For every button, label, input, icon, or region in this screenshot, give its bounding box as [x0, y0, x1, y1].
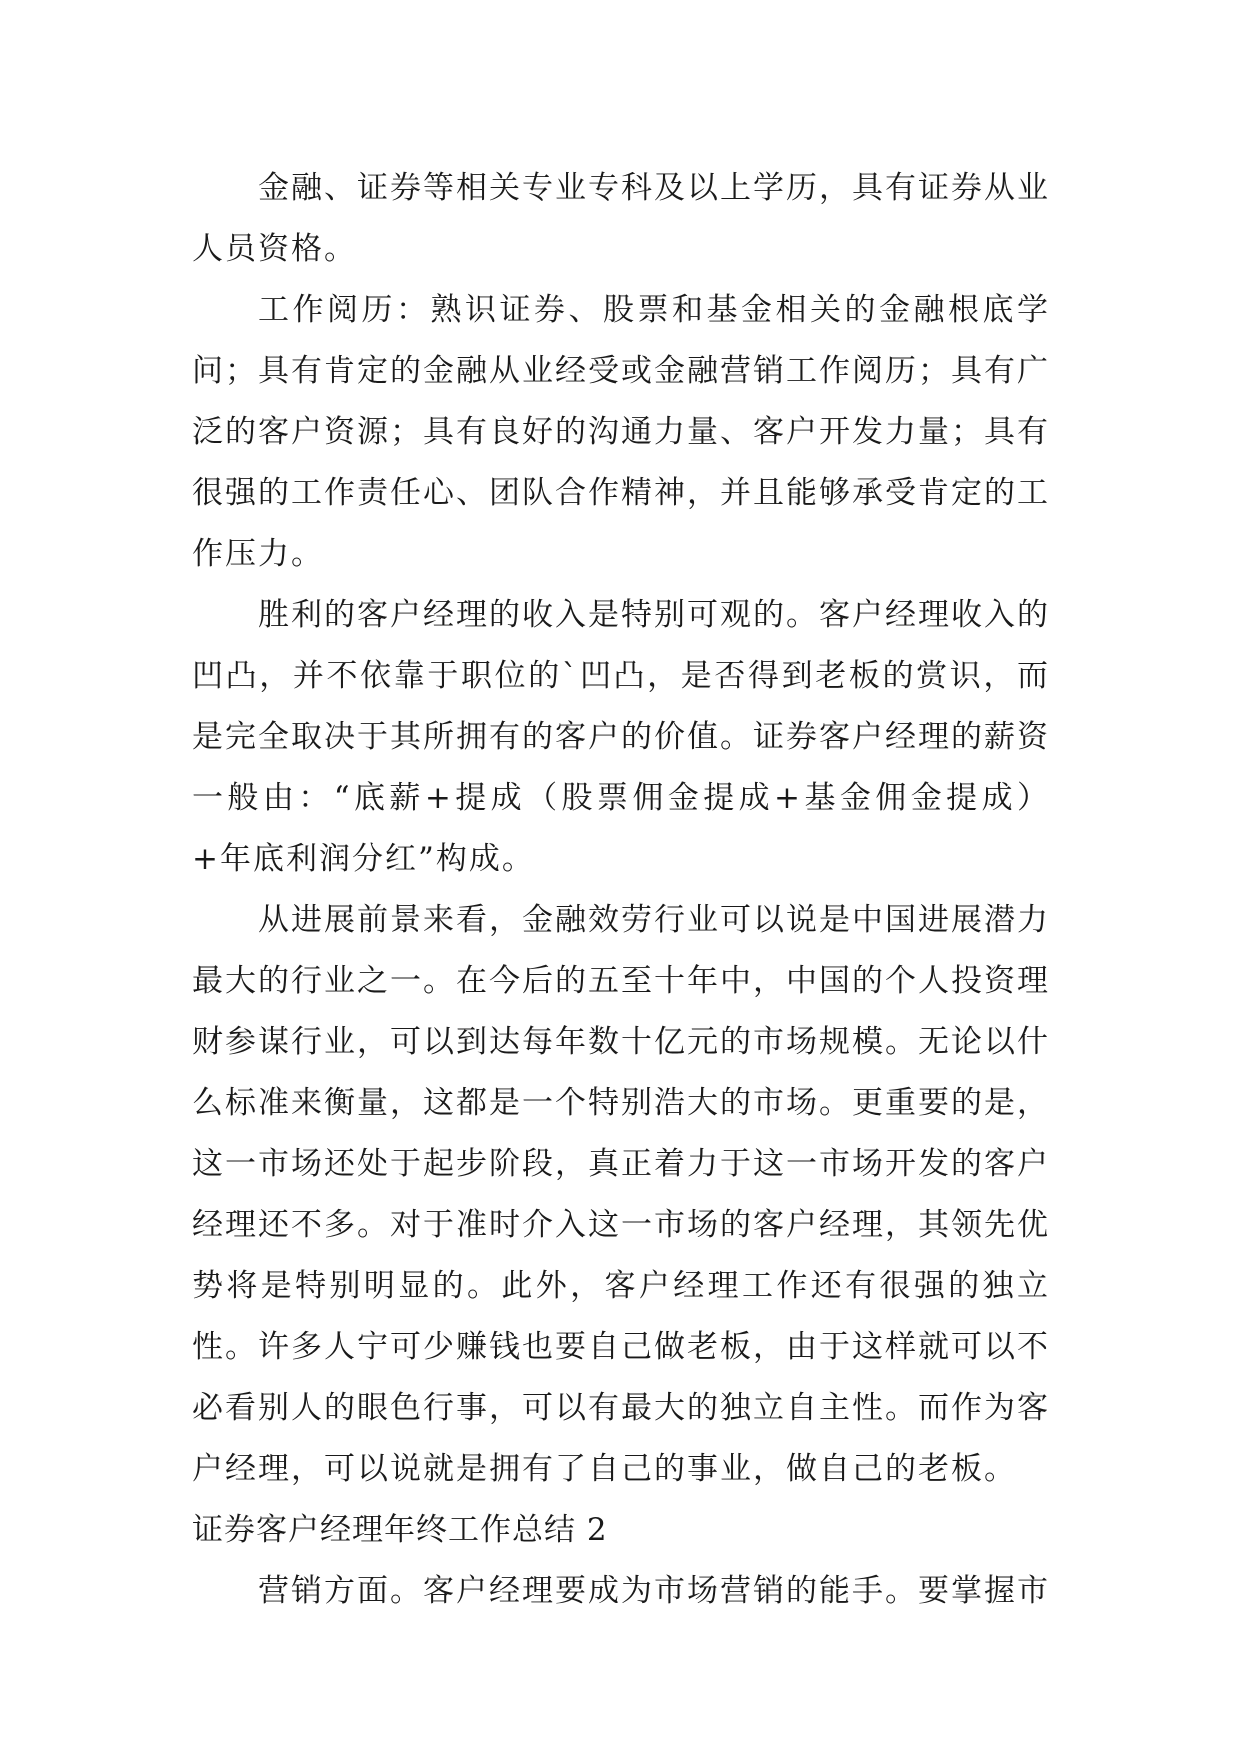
section-heading: 证券客户经理年终工作总结 2: [192, 1512, 608, 1548]
document-body: [192, 158, 1050, 1622]
paragraph-prospects: 从进展前景来看，金融效劳行业可以说是中国进展潜力最大的行业之一。在今后的五至十年中，中国的个人投资理财参谋行业，可以到达每年数十亿元的市场规模。无论以什么标准来衡量，这都是一个特别浩大的市场。更重要的是，这一市场还处于起步阶段，真正着力于这一市场开发的客户经理还不多。对于准时介入这一市场的客户经理，其领先优势将是特别明显的。此外，客户经理工作还有很强的独立性。许多人宁可少赚钱也要自己做老板，由于这样就可以不必看别人的眼色行事，可以有最大的独立自主性。而作为客户经理，可以说就是拥有了自己的事业，做自己的老板。: [192, 902, 1050, 1487]
paragraph-work-experience: 工作阅历：熟识证券、股票和基金相关的金融根底学问；具有肯定的金融从业经受或金融营销工作阅历；具有广泛的客户资源；具有良好的沟通力量、客户开发力量；具有很强的工作责任心、团队合作精神，并且能够承受肯定的工作压力。: [192, 292, 1050, 572]
paragraph-income: 胜利的客户经理的收入是特别可观的。客户经理收入的凹凸，并不依靠于职位的`凹凸，是否得到老板的赏识，而是完全取决于其所拥有的客户的价值。证券客户经理的薪资一般由：“底薪+提成（股票佣金提成+基金佣金提成）+年底利润分红”构成。: [192, 597, 1050, 877]
paragraph-education: 金融、证券等相关专业专科及以上学历，具有证券从业人员资格。: [192, 170, 1050, 267]
paragraph-marketing: 营销方面。客户经理要成为市场营销的能手。要掌握市: [258, 1573, 1050, 1609]
